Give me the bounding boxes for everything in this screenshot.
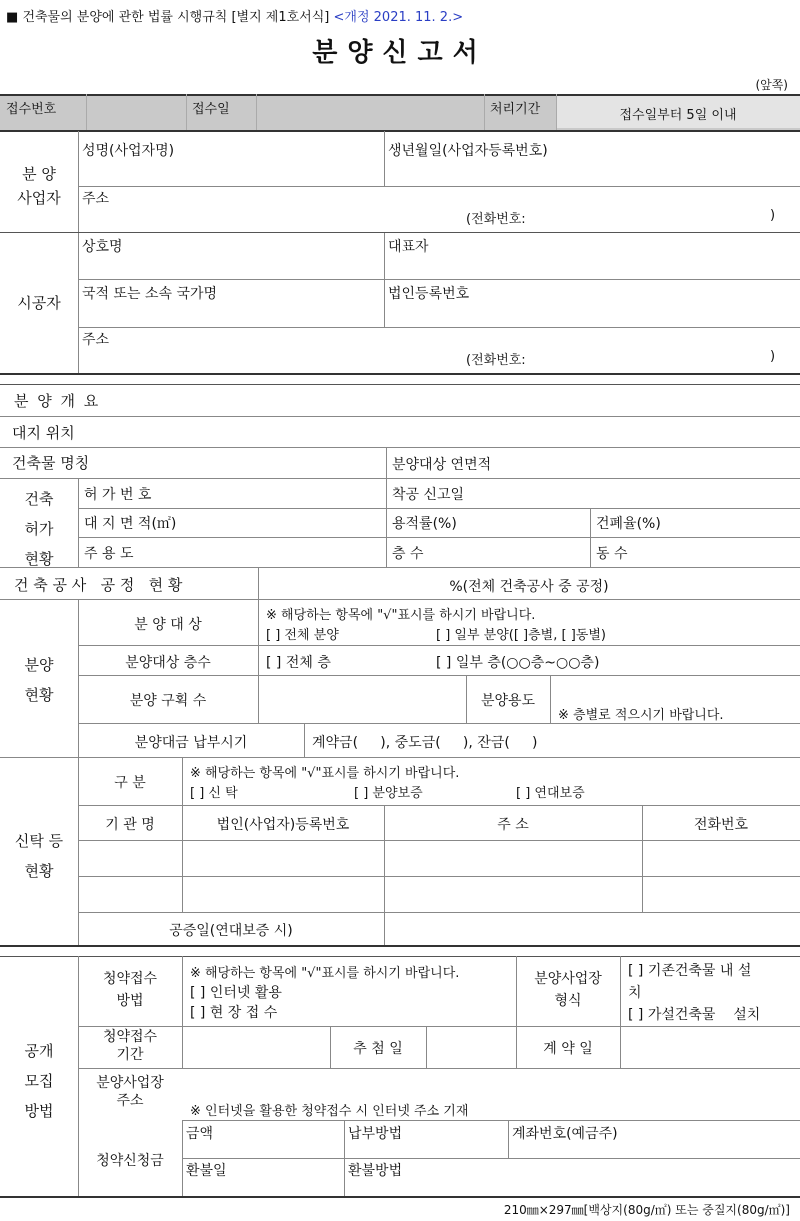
builder-phone-close: ) [770,349,776,364]
sale-use-note: ※ 층별로 적으시기 바랍니다. [558,708,724,723]
trust-col-phone: 전화번호 [693,817,749,833]
apply-method-label: 청약접수 방법 [102,971,158,1009]
trust-col-organization: 기 관 명 [105,817,155,833]
seller-address-label: 주소 [82,191,110,207]
seller-phone-close: ) [770,208,776,223]
seller-phone-label: (전화번호: [466,212,526,227]
apply-internet-checkbox[interactable]: [ ] 인터넷 활용 [190,985,282,1001]
overview-title: 분 양 개 요 [14,392,101,410]
deposit-label: 청약신청금 [96,1153,164,1169]
sale-floor-partial-checkbox[interactable]: [ ] 일부 층(○○층~○○층) [436,655,600,671]
trust-col-address: 주 소 [497,817,529,833]
apply-method-note: ※ 해당하는 항목에 "√"표시를 하시기 바랍니다. [190,966,460,981]
refund-method-label: 환불방법 [348,1163,403,1179]
trust-note: ※ 해당하는 항목에 "√"표시를 하시기 바랍니다. [190,766,460,781]
building-count-label: 동 수 [596,546,628,562]
processing-period-label: 처리기간 [490,102,541,117]
office-address-label: 분양사업장 주소 [96,1075,164,1109]
paper-spec: 210㎜×297㎜[백상지(80g/㎡) 또는 중질지(80g/㎡)] [503,1203,790,1217]
front-side-label: (앞쪽) [755,78,788,92]
trust-col-registration: 법인(사업자)등록번호 [216,817,350,833]
sale-target-label: 분 양 대 상 [134,617,202,633]
trust-option-trust-checkbox[interactable]: [ ] 신 탁 [190,786,238,801]
sale-units-label: 분양 구획 수 [129,693,207,709]
sale-section-label: 분양 현황 [24,656,54,704]
trust-category-label: 구 분 [114,775,146,791]
seller-name-label: 성명(사업자명) [82,143,175,159]
sale-floor-all-checkbox[interactable]: [ ] 전체 층 [266,655,331,671]
floor-area-ratio-label: 용적률(%) [392,516,457,532]
law-title: 건축물의 분양에 관한 법률 시행규칙 [별지 제1호서식] [22,10,330,25]
seller-section-label: 분 양 사업자 [17,165,61,207]
builder-section-label: 시공자 [17,294,61,312]
builder-ceo-label: 대표자 [388,239,429,255]
recruit-section-label: 공개 모집 방법 [24,1042,54,1120]
square-bullet: ■ [6,10,19,25]
start-date-label: 착공 신고일 [392,487,465,503]
office-existing-checkbox[interactable]: [ ] 기존건축물 내 설 치 [628,963,752,1001]
trust-option-sale-guarantee-checkbox[interactable]: [ ] 분양보증 [354,786,423,801]
sale-use-label: 분양용도 [480,693,536,709]
payment-timing-value: 계약금( ), 중도금( ), 잔금( ) [312,735,538,751]
builder-phone-label: (전화번호: [466,353,526,368]
lottery-date-label: 추 첨 일 [353,1041,403,1057]
deposit-account-label: 계좌번호(예금주) [512,1126,618,1142]
permit-section-label: 건축 허가 현황 [24,490,54,568]
receipt-number-label: 접수번호 [6,102,57,117]
permit-number-label: 허 가 번 호 [84,487,152,503]
construction-progress-value: %(전체 건축공사 중 공정) [449,579,609,595]
sale-floor-label: 분양대상 층수 [125,655,211,671]
building-coverage-label: 건폐율(%) [596,516,661,532]
builder-company-label: 상호명 [82,239,123,255]
building-name-label: 건축물 명칭 [12,454,90,472]
form-title: 분양신고서 [312,38,488,68]
floor-count-label: 층 수 [392,546,424,562]
construction-progress-label: 건 축 공 사 공 정 현 황 [14,576,183,594]
contract-date-label: 계 약 일 [543,1041,593,1057]
notary-date-label: 공증일(연대보증 시) [169,923,293,939]
apply-onsite-checkbox[interactable]: [ ] 현 장 접 수 [190,1005,278,1021]
office-temporary-checkbox[interactable]: [ ] 가설건축물 설치 [628,1007,761,1023]
receipt-date-label: 접수일 [192,102,230,117]
office-address-note: ※ 인터넷을 활용한 청약접수 시 인터넷 주소 기재 [190,1104,469,1119]
refund-date-label: 환불일 [186,1163,227,1179]
main-use-label: 주 용 도 [84,546,134,562]
office-type-label: 분양사업장 형식 [534,971,602,1009]
floor-area-label: 분양대상 연면적 [392,457,492,473]
site-location-label: 대지 위치 [12,424,75,442]
trust-option-joint-guarantee-checkbox[interactable]: [ ] 연대보증 [516,786,585,801]
seller-birth-label: 생년월일(사업자등록번호) [388,143,548,159]
deposit-payment-method-label: 납부방법 [348,1126,403,1142]
trust-section-label: 신탁 등 현황 [14,832,64,880]
revision-note: <개정 2021. 11. 2.> [333,10,464,25]
sale-target-all-checkbox[interactable]: [ ] 전체 분양 [266,628,339,643]
sale-target-partial-checkbox[interactable]: [ ] 일부 분양([ ]층별, [ ]동별) [436,628,606,643]
form-law-reference [6,6,463,25]
payment-timing-label: 분양대금 납부시기 [134,735,248,751]
builder-address-label: 주소 [82,332,110,348]
deposit-amount-label: 금액 [186,1126,214,1142]
processing-period-value: 접수일부터 5일 이내 [619,108,737,123]
site-area-label: 대 지 면 적(㎡) [84,516,177,532]
builder-nationality-label: 국적 또는 소속 국가명 [82,286,218,302]
sale-target-note: ※ 해당하는 항목에 "√"표시를 하시기 바랍니다. [266,608,536,623]
builder-corp-number-label: 법인등록번호 [388,286,470,302]
apply-period-label: 청약접수 기간 [102,1029,158,1063]
